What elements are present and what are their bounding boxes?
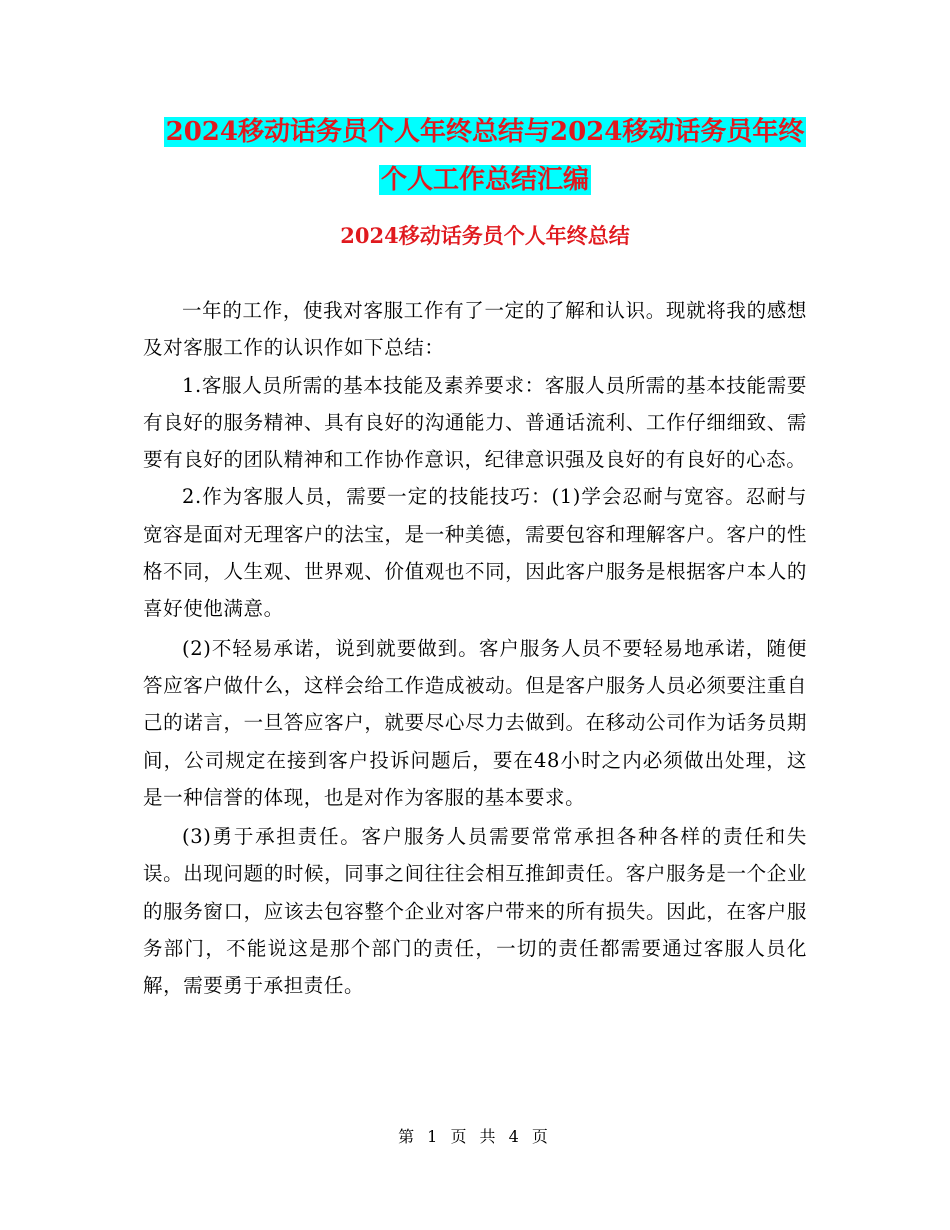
document-title [140,108,830,204]
document-title-line-1: 2024移动话务员个人年终总结与2024移动话务员年终 [165,117,805,147]
paragraph-promise: (2)不轻易承诺，说到就要做到。客户服务人员不要轻易地承诺，随便答应客户做什么，这样会给工作造成被动。但是客户服务人员必须要注重自己的诺言，一旦答应客户，就要尽心尽力去做到。在移动公司作为话务员期间，公司规定在接到客户投诉问题后，要在48小时之内必须做出处理，这是一种信誉的体现，也是对作为客服的基本要求。 [143,636,807,809]
document-title-line-2: 个人工作总结汇编 [380,165,589,195]
paragraph-skills: 1.客服人员所需的基本技能及素养要求：客服人员所需的基本技能需要有良好的服务精神、具有良好的沟通能力、普通话流利、工作仔细细致、需要有良好的团队精神和工作协作意识，纪律意识强及良好的有良好的心态。 [143,373,807,472]
section-title: 2024移动话务员个人年终总结 [340,223,630,248]
document-body [143,292,807,1005]
page-number-footer: 第 1 页 共 4 页 [398,1127,552,1146]
paragraph-responsibility: (3)勇于承担责任。客户服务人员需要常常承担各种各样的责任和失误。出现问题的时候，同事之间往往会相互推卸责任。客户服务是一个企业的服务窗口，应该去包容整个企业对客户带来的所有损失。因此，在客户服务部门，不能说这是那个部门的责任，一切的责任都需要通过客服人员化解，需要勇于承担责任。 [143,825,807,998]
paragraph-intro: 一年的工作，使我对客服工作有了一定的了解和认识。现就将我的感想及对客服工作的认识作如下总结： [143,299,807,360]
paragraph-techniques: 2.作为客服人员，需要一定的技能技巧：(1)学会忍耐与宽容。忍耐与宽容是面对无理客户的法宝，是一种美德，需要包容和理解客户。客户的性格不同，人生观、世界观、价值观也不同，因此客户服务是根据客户本人的喜好使他满意。 [143,485,807,621]
